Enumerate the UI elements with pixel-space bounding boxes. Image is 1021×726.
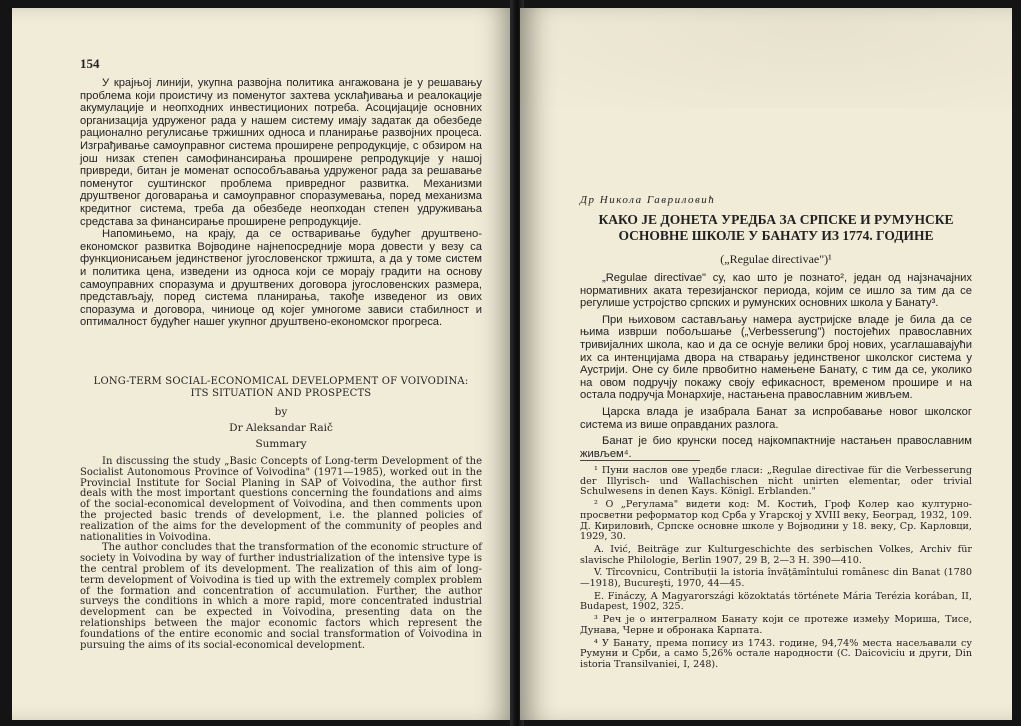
footnote: V. Tîrcovnicu, Contribuții la istoria învățămîntului românesc din Banat (1780—1918), Bucureşti, 1970, 44—45.: [580, 567, 972, 590]
footnote: ³ Реч је о интегралном Банату који се протеже између Мориша, Тисе, Дунава, Черне и обронака Карпата.: [580, 614, 972, 636]
page-number: 154: [80, 56, 100, 71]
paragraph: Напомињемо, на крају, да се остваривање будућег друштвено-економског развитка Војводине најнепосредније мора довести у везу са функционисањем јединственог југословенског тржишта, а да у томе систем и политика цена, изведени из односа који се морају градити на основу самоуправних споразума и друштвених договора југословенских размера, представљају, поред система планирања, такође изведеног из ових споразума и договора, чиниоце од којег умногоме зависи стабилност и оптималност будућег нашег укупног друштвено-економског прогреса.: [80, 228, 482, 329]
paragraph: Царска влада је изабрала Банат за испробавање новог школског система из више оправданих разлога.: [580, 405, 972, 431]
footnote: ¹ Пуни наслов ове уредбе гласи: „Regulae directivae für die Verbesserung der Illyrisch- und Wallachischen nicht unirten elementar, oder trivial Schulwesens in denen Kays. Königl. Erblanden.": [580, 465, 972, 498]
paragraph: „Regulae directivae" су, као што је познато², један од најзначајних нормативних аката терезијанског периода, којим се ишло за тим да се регулише устројство српских и румунских основних школа у Банату³.: [580, 272, 972, 310]
footnote: E. Fináczy, A Magyarországi közoktatás története Mária Terézia korában, II, Budapest, 1902, 325.: [580, 590, 972, 613]
footnotes: [580, 466, 972, 673]
right-body-text: [580, 272, 972, 464]
summary-by: by: [274, 406, 288, 418]
summary-label: Summary: [255, 438, 307, 450]
article-author: Др Никола Гавриловић: [580, 194, 716, 206]
article-subtitle: („Regulae directivae")¹: [720, 252, 832, 266]
paragraph: У крајњој линији, укупна развојна политика ангажована је у решавању проблема који проистичу из поменутог захтева усклађивања и реалокације акумулације и неопходних инвестиционих потреба. Асоцијације основних организација удруженог рада у нашем систему имају задатак да обезбеде рационално регулисање тржишних односа и планирање развојних процеса. Изграђивање самоуправног система проширене репродукције, с обзиром на још низак степен самофинансирања проширене репродукције у нашој привреди, битан је моменат оспособљавања удруженог рада за решавање поменутог суштинског проблема привредног развитка. Механизми друштвеног договарања и самоуправног споразумевања, поред механизма кредитног система, треба да обезбеде неопходан степен удруживања средстава за финансирање проширене репродукције.: [80, 77, 482, 228]
paragraph: При њиховом састављању намера аустријске владе је била да се њима изврши побољшање („Verbesserung") постојећих православних тривијалних школа, као и да се оснује велики број нових, усаглашавајући их са интенцијама двора на стварању јединственог школског система у Аустрији. Оне су биле првобитно намењене Банату, с тим да се, уколико на овом подручју покажу своју ефикасност, временом прошире и на остала подручја Монархије, настањена православним живљем.: [580, 313, 972, 402]
left-body-text: [80, 77, 482, 329]
article-title-line1: КАКО ЈЕ ДОНЕТА УРЕДБА ЗА СРПСКЕ И РУМУНСКЕ: [598, 212, 954, 227]
footnote-divider: [580, 460, 700, 461]
summary-paragraph: The author concludes that the transformation of the economic structure of society in Voivodina by way of further industrialization of the intensive type is the central problem of its development. The realization of this aim of long-term development of Voivodina is tied up with the extremely complex problem of the formation and concentration of accumulation. Further, the author surveys the conditions in which a more rapid, more concentrated industrial development can be expected in Voivodina, presenting data on the relationships between the major economic factors which represent the foundations of the entire economic and social transformation of Voivodina in pursuing the aims of its social-economical development.: [80, 542, 482, 651]
summary-author: Dr Aleksandar Raič: [229, 422, 333, 434]
english-summary: [80, 376, 482, 651]
summary-paragraph: In discussing the study „Basic Concepts of Long-term Development of the Socialist Autonomous Province of Voivodina" (1971—1985), worked out in the Provincial Institute for Social Planing in SAP of Voivodina, the author first deals with the most important questions concerning the foundations and aims of the social-economical development of Voivodina, and then comments upon the projected basic trends of development, i.e. the planned policies of realization of the aims for the development of the community of peoples and nationalities in Voivodina.: [80, 456, 482, 543]
summary-title-line1: LONG-TERM SOCIAL-ECONOMICAL DEVELOPMENT OF VOIVODINA:: [93, 376, 469, 387]
footnote: ⁴ У Банату, према попису из 1743. године, 94,74% места насељавали су Румуни и Срби, а само 5,26% остале народности (C. Daicoviciu и други, Din istoria Transilvaniei, I, 248).: [580, 637, 972, 670]
footnote: ² О „Регулама" видети код: М. Костић, Гроф Колер као културно-просветни реформатор код Срба у Угарској у XVIII веку, Београд, 1932, 109. Д. Кириловић, Српске основне школе у Војводини у 18. веку, Ср. Карловци, 1929, 30.: [580, 499, 972, 543]
article-title-line2: ОСНОВНЕ ШКОЛЕ У БАНАТУ ИЗ 1774. ГОДИНЕ: [618, 228, 934, 243]
article-title: [580, 212, 972, 244]
summary-title-line2: ITS SITUATION AND PROSPECTS: [190, 388, 372, 399]
paragraph: Банат је био крунски посед најкомпактније настањен православним живљем⁴.: [580, 435, 972, 460]
footnote: A. Ivić, Beiträge zur Kulturgeschichte des serbischen Volkes, Archiv für slavische Philologie, Berlin 1907, 29 B, 2—3 H. 390—410.: [580, 543, 972, 566]
